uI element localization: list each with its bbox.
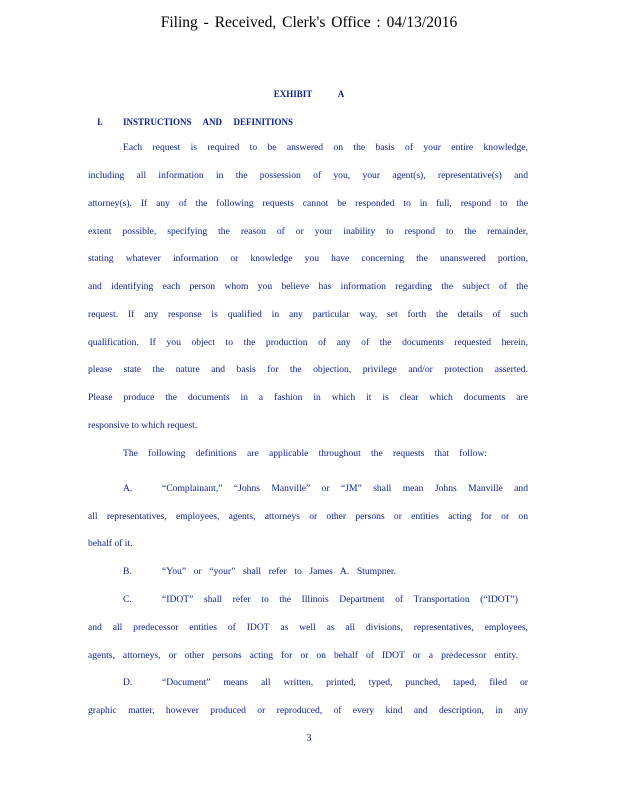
definition-a-line: “Complainant,” “Johns Manville” or “JM” shall mean Johns Manville and — [162, 483, 528, 494]
para2-line: The following definitions are applicable throughout the requests that follow: — [123, 448, 487, 459]
filing-stamp-header: Filing - Received, Clerk's Office : 04/13/2016 — [160, 14, 458, 31]
definition-d-line: graphic matter, however produced or reproduced, of every kind and description, in any — [88, 705, 528, 716]
definition-a-letter: A. — [123, 483, 133, 494]
para1-line: responsive to which request. — [88, 420, 198, 431]
para1-line: including all information in the possession of you, your agent(s), representative(s) and — [88, 170, 528, 181]
para1-line: and identifying each person whom you believe has information regarding the subject of the — [88, 281, 528, 292]
para1-line: please state the nature and basis for the objection, privilege and/or protection asserted. — [88, 364, 528, 375]
definition-d-letter: D. — [123, 677, 133, 688]
definition-b-letter: B. — [123, 566, 132, 577]
exhibit-title: EXHIBIT A — [273, 89, 345, 99]
para1-line: request. If any response is qualified in any particular way, set forth the details of such — [88, 309, 528, 320]
para1-line: Please produce the documents in a fashion in which it is clear which documents are — [88, 392, 528, 403]
para1-line: qualification. If you object to the production of any of the documents requested herein, — [88, 337, 528, 348]
definition-b-line: “You” or “your” shall refer to James A. Stumpner. — [162, 566, 396, 577]
definition-d-line: “Document” means all written, printed, typed, punched, taped, filed or — [162, 677, 528, 688]
para1-line: attorney(s). If any of the following requests cannot be responded to in full, respond to the — [88, 198, 528, 209]
definition-c-line: “IDOT” shall refer to the Illinois Department of Transportation (“IDOT”) — [162, 594, 518, 605]
page-number: 3 — [306, 733, 312, 744]
section-title: INSTRUCTIONS AND DEFINITIONS — [123, 117, 293, 127]
para1-line: extent possible, specifying the reason of or your inability to respond to the remainder, — [88, 226, 528, 237]
definition-a-line: all representatives, employees, agents, attorneys or other persons or entities acting for or on — [88, 511, 528, 522]
section-number: I. — [97, 117, 103, 127]
definition-c-letter: C. — [123, 594, 132, 605]
definition-a-line: behalf of it. — [88, 538, 133, 549]
definition-c-line: and all predecessor entities of IDOT as well as all divisions, representatives, employees, — [88, 622, 528, 633]
para1-line: stating whatever information or knowledge you have concerning the unanswered portion, — [88, 253, 528, 264]
definition-c-line: agents, attorneys, or other persons acting for or on behalf of IDOT or a predecessor entity. — [88, 650, 518, 661]
para1-line: Each request is required to be answered on the basis of your entire knowledge, — [123, 142, 528, 153]
